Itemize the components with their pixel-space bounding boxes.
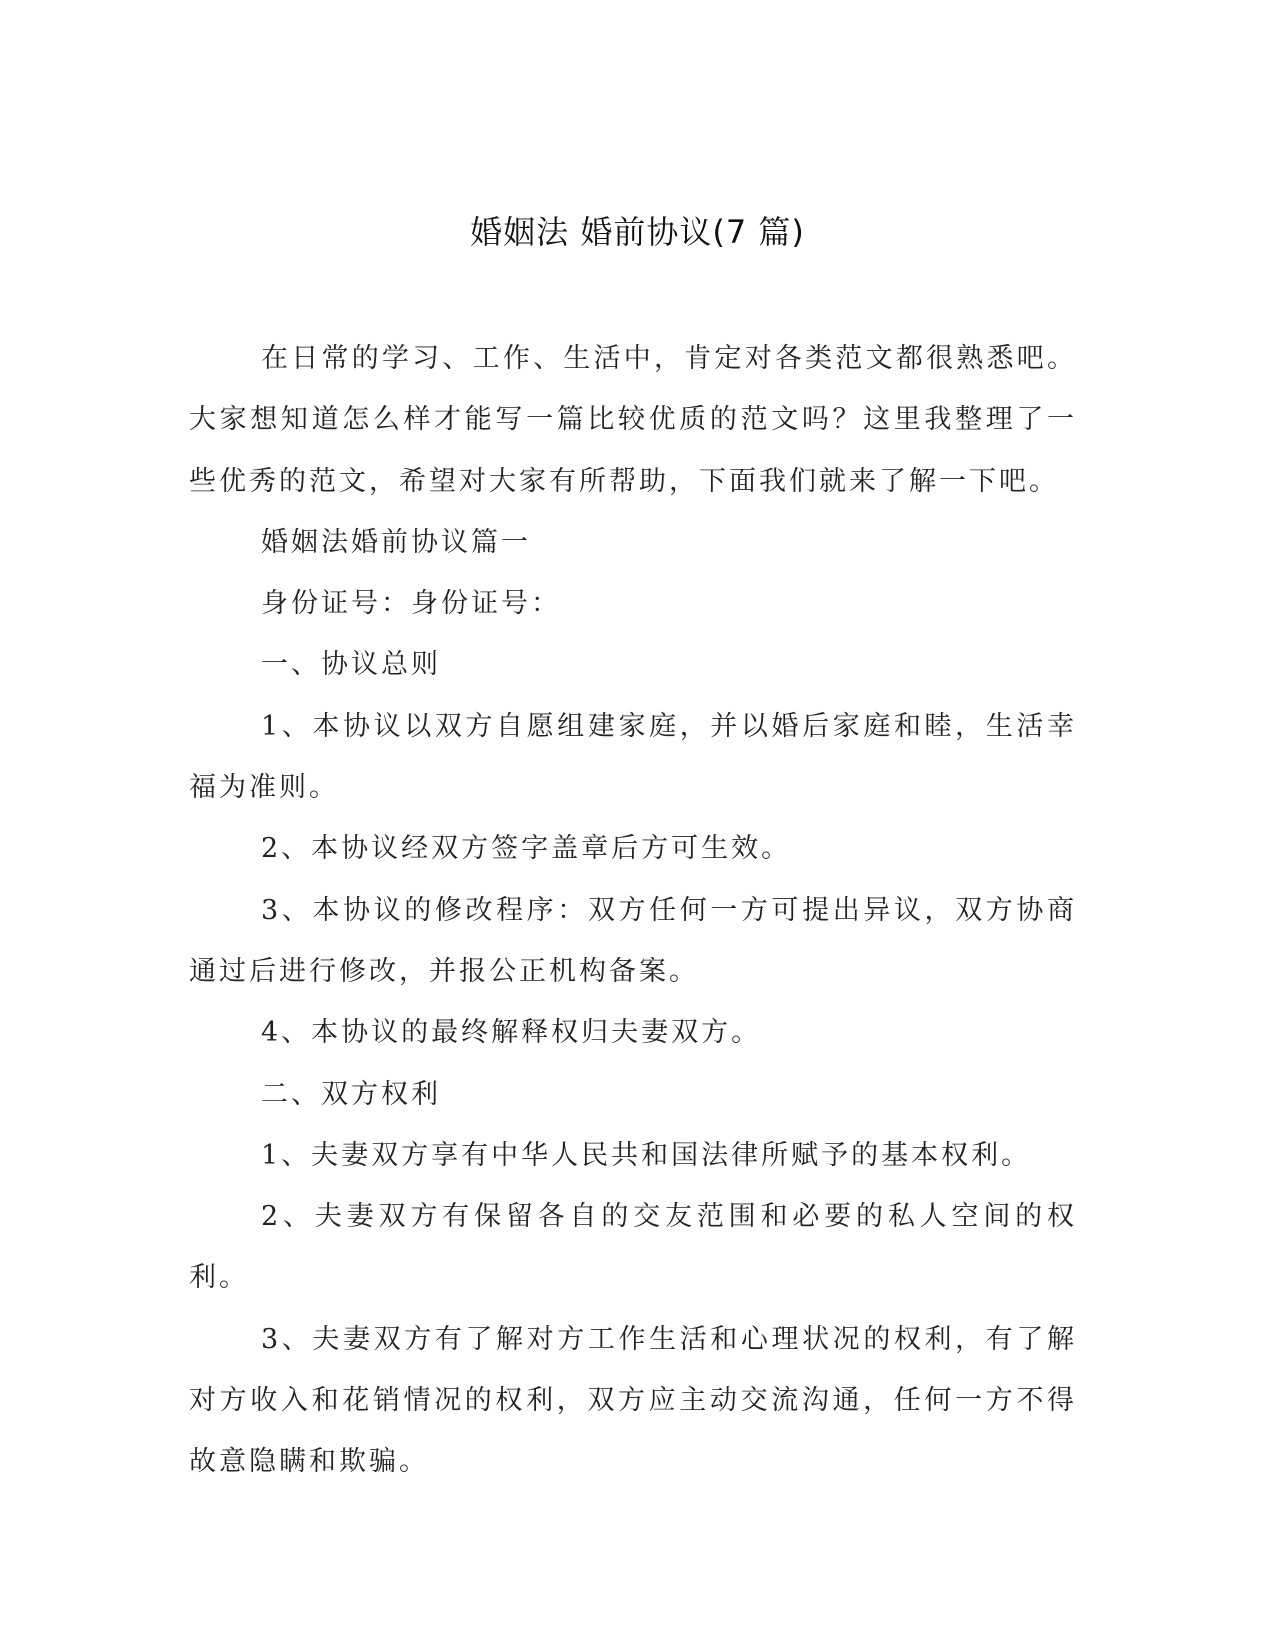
clause-general-1: 1、本协议以双方自愿组建家庭，并以婚后家庭和睦，生活幸福为准则。 — [189, 710, 1077, 804]
section-heading-general-rules: 一、协议总则 — [261, 649, 441, 681]
intro-paragraph: 在日常的学习、工作、生活中，肯定对各类范文都很熟悉吧。大家想知道怎么样才能写一篇比较优质的范文吗？这里我整理了一些优秀的范文，希望对大家有所帮助，下面我们就来了解一下吧。 — [189, 343, 1077, 497]
id-number-line: 身份证号：身份证号： — [261, 588, 561, 620]
clause-rights-3: 3、夫妻双方有了解对方工作生活和心理状况的权利，有了解对方收入和花销情况的权利，双方应主动交流沟通，任何一方不得故意隐瞒和欺骗。 — [189, 1323, 1077, 1478]
clause-rights-1: 1、夫妻双方享有中华人民共和国法律所赋予的基本权利。 — [261, 1139, 1032, 1171]
section-heading-rights: 二、双方权利 — [261, 1078, 441, 1110]
document-body — [189, 328, 1077, 1493]
clause-general-2: 2、本协议经双方签字盖章后方可生效。 — [261, 833, 792, 865]
section-heading-part-one: 婚姻法婚前协议篇一 — [261, 526, 531, 558]
clause-general-3: 3、本协议的修改程序：双方任何一方可提出异议，双方协商通过后进行修改，并报公正机构备案。 — [189, 894, 1077, 987]
document-title: 婚姻法 婚前协议(7 篇) — [470, 213, 805, 251]
clause-general-4: 4、本协议的最终解释权归夫妻双方。 — [261, 1017, 762, 1049]
clause-rights-2: 2、夫妻双方有保留各自的交友范围和必要的私人空间的权利。 — [189, 1201, 1077, 1294]
